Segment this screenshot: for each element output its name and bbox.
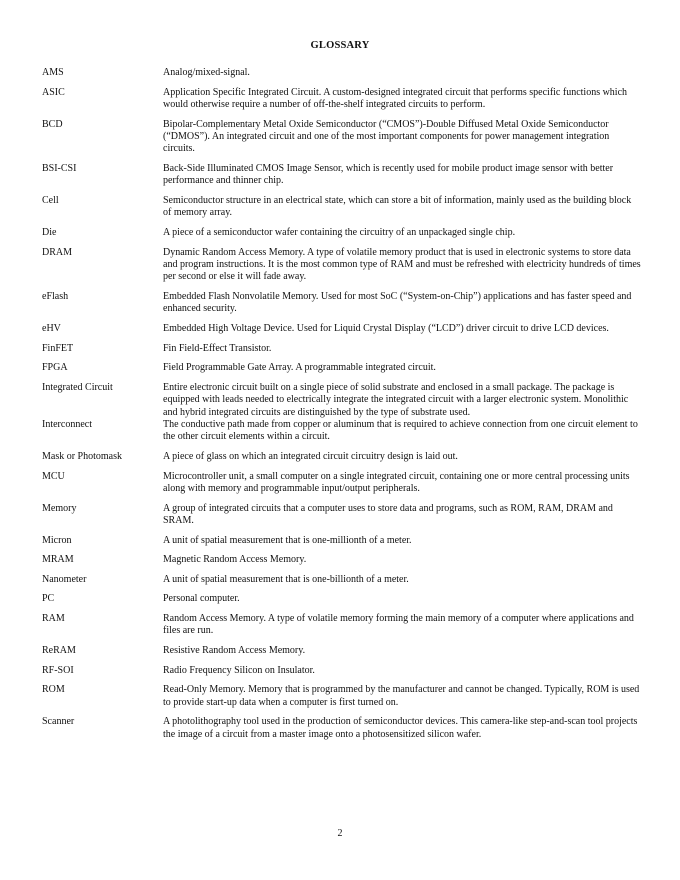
glossary-entry bbox=[42, 247, 642, 284]
glossary-term: Memory bbox=[42, 502, 77, 514]
glossary-entry bbox=[42, 163, 642, 188]
glossary-entry bbox=[42, 593, 642, 605]
glossary-definition: Dynamic Random Access Memory. A type of volatile memory product that is used in electronic systems to store data and program instructions. It is the most common type of RAM and must be refreshed with electricity hundreds of times per second or else it will fade away. bbox=[163, 246, 641, 283]
glossary-term: MRAM bbox=[42, 554, 74, 566]
glossary-term: Micron bbox=[42, 534, 72, 546]
glossary-term: RAM bbox=[42, 612, 65, 624]
glossary-definition: Embedded Flash Nonvolatile Memory. Used for most SoC (“System-on-Chip”) applications and has faster speed and enhanced security. bbox=[163, 291, 632, 315]
glossary-entry bbox=[42, 67, 642, 79]
glossary-term: Cell bbox=[42, 195, 59, 206]
glossary-entry bbox=[42, 503, 642, 528]
glossary-entry bbox=[42, 195, 642, 220]
glossary-entry bbox=[42, 343, 642, 355]
glossary-entry bbox=[42, 613, 642, 638]
glossary-entry bbox=[42, 382, 642, 419]
glossary-definition: Magnetic Random Access Memory. bbox=[163, 554, 307, 566]
glossary-term: eFlash bbox=[42, 291, 69, 302]
glossary-term: Integrated Circuit bbox=[42, 381, 113, 393]
glossary-definition: Microcontroller unit, a small computer on a single integrated circuit, containing one or more central processing units along with memory and programmable input/output peripherals. bbox=[163, 470, 630, 494]
glossary-entry bbox=[42, 291, 642, 316]
glossary-term: MCU bbox=[42, 470, 65, 482]
glossary-list bbox=[42, 67, 642, 748]
glossary-definition: A group of integrated circuits that a computer uses to store data and programs, such as ROM, RAM, DRAM and SRAM. bbox=[163, 502, 613, 526]
glossary-term: PC bbox=[42, 593, 55, 605]
glossary-entry bbox=[42, 665, 642, 677]
glossary-entry bbox=[42, 362, 642, 374]
glossary-definition: Bipolar-Complementary Metal Oxide Semiconductor (“CMOS”)-Double Diffused Metal Oxide Semiconductor (“DMOS”). An integrated circuit and one of the most important components for power management integration circuits. bbox=[163, 118, 610, 155]
glossary-entry bbox=[42, 645, 642, 657]
glossary-definition: Analog/mixed-signal. bbox=[163, 67, 250, 78]
glossary-term: FPGA bbox=[42, 362, 68, 374]
glossary-entry bbox=[42, 119, 642, 156]
glossary-definition: Semiconductor structure in an electrical state, which can store a bit of information, mainly used as the building block of memory array. bbox=[163, 195, 632, 219]
glossary-entry bbox=[42, 716, 642, 741]
glossary-term: Scanner bbox=[42, 716, 75, 728]
page-title: GLOSSARY bbox=[310, 40, 370, 51]
glossary-term: ReRAM bbox=[42, 644, 76, 656]
glossary-entry bbox=[42, 87, 642, 112]
glossary-definition: The conductive path made from copper or aluminum that is required to achieve connection from one circuit element to the other circuit elements within a circuit. bbox=[163, 419, 638, 443]
glossary-entry bbox=[42, 535, 642, 547]
glossary-definition: Random Access Memory. A type of volatile memory forming the main memory of a computer where applications and files are run. bbox=[163, 612, 634, 637]
glossary-term: ROM bbox=[42, 684, 65, 696]
glossary-entry bbox=[42, 471, 642, 496]
glossary-entry bbox=[42, 419, 642, 444]
glossary-entry bbox=[42, 554, 642, 566]
glossary-entry bbox=[42, 323, 642, 335]
glossary-definition: Resistive Random Access Memory. bbox=[163, 644, 306, 656]
glossary-definition: A unit of spatial measurement that is one-billionth of a meter. bbox=[163, 573, 409, 585]
glossary-definition: Application Specific Integrated Circuit. A custom-designed integrated circuit that performs specific functions which would otherwise require a number of off-the-shelf integrated circuits to perform. bbox=[163, 86, 628, 110]
glossary-definition: Entire electronic circuit built on a single piece of solid substrate and enclosed in a small package. The package is equipped with leads needed to electrically integrate the integrated circuit with a larger electronic system. Monolithic and hybrid integrated circuits are distinguished by the type of substrate used. bbox=[163, 381, 629, 418]
glossary-definition: Radio Frequency Silicon on Insulator. bbox=[163, 664, 315, 676]
glossary-entry bbox=[42, 451, 642, 463]
glossary-definition: Embedded High Voltage Device. Used for Liquid Crystal Display (“LCD”) driver circuit to drive LCD devices. bbox=[163, 323, 609, 334]
glossary-definition: Personal computer. bbox=[163, 593, 240, 605]
glossary-term: RF-SOI bbox=[42, 664, 74, 676]
glossary-definition: A piece of a semiconductor wafer containing the circuitry of an unpackaged single chip. bbox=[163, 227, 516, 238]
glossary-term: eHV bbox=[42, 323, 61, 334]
glossary-definition: Field Programmable Gate Array. A programmable integrated circuit. bbox=[163, 362, 436, 374]
glossary-term: AMS bbox=[42, 67, 64, 78]
glossary-term: BSI-CSI bbox=[42, 163, 77, 174]
glossary-term: ASIC bbox=[42, 86, 65, 98]
glossary-entry bbox=[42, 227, 642, 239]
glossary-definition: Back-Side Illuminated CMOS Image Sensor, which is recently used for mobile product image sensor with better performance and thinner chip. bbox=[163, 163, 614, 187]
glossary-term: Nanometer bbox=[42, 573, 87, 585]
glossary-term: FinFET bbox=[42, 342, 74, 354]
glossary-definition: A photolithography tool used in the production of semiconductor devices. This camera-like step-and-scan tool projects the image of a circuit from a master image onto a photosensitized silicon wafer. bbox=[163, 716, 638, 740]
glossary-term: Interconnect bbox=[42, 419, 92, 430]
glossary-term: BCD bbox=[42, 118, 63, 130]
glossary-term: Die bbox=[42, 227, 57, 238]
glossary-entry bbox=[42, 684, 642, 709]
glossary-definition: Fin Field-Effect Transistor. bbox=[163, 342, 272, 354]
glossary-definition: A unit of spatial measurement that is one-millionth of a meter. bbox=[163, 534, 412, 546]
glossary-term: Mask or Photomask bbox=[42, 451, 122, 462]
glossary-definition: A piece of glass on which an integrated circuit circuitry design is laid out. bbox=[163, 451, 458, 462]
glossary-term: DRAM bbox=[42, 246, 73, 258]
page-number: 2 bbox=[337, 828, 343, 839]
glossary-definition: Read-Only Memory. Memory that is programmed by the manufacturer and cannot be changed. Typically, ROM is used to provide start-up data when a computer is first turned on. bbox=[163, 684, 640, 708]
glossary-entry bbox=[42, 574, 642, 586]
